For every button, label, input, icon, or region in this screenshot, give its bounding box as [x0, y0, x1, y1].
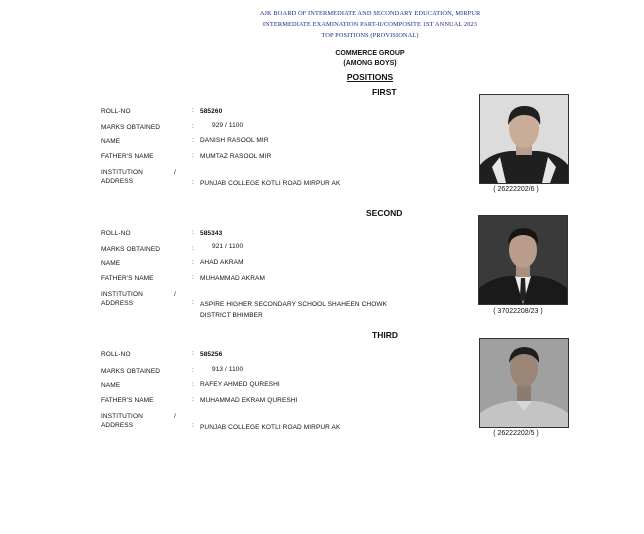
photo-caption: ( 26222202/5 ) [493, 430, 539, 437]
name-value: RAFEY AHMED QURESHI [200, 381, 280, 388]
marks-label: MARKS OBTAINED [101, 124, 161, 131]
name-label: NAME [101, 382, 121, 389]
roll-value: 585343 [200, 230, 223, 237]
colon: : [192, 137, 194, 144]
group-title: COMMERCE GROUP [335, 50, 405, 57]
address-label: ADDRESS [101, 422, 134, 429]
slash: / [174, 413, 176, 420]
person-silhouette-icon [480, 339, 568, 427]
board-title: AJK BOARD OF INTERMEDIATE AND SECONDARY EDUCATION, MIRPUR [259, 10, 481, 17]
institution-label: INSTITUTION [101, 169, 143, 176]
colon: : [192, 229, 194, 236]
father-label: FATHER'S NAME [101, 153, 154, 160]
roll-label: ROLL-NO [101, 108, 131, 115]
roll-value: 585256 [200, 351, 223, 358]
colon: : [192, 274, 194, 281]
marks-value: 921 / 1100 [212, 243, 244, 250]
colon: : [192, 123, 194, 130]
colon: : [192, 152, 194, 159]
name-value: DANISH RASOOL MIR [200, 137, 269, 144]
colon: : [192, 259, 194, 266]
slash: / [174, 291, 176, 298]
institution-value: PUNJAB COLLEGE KOTLI ROAD MIRPUR AK [200, 424, 341, 431]
institution-label: INSTITUTION [101, 413, 143, 420]
list-title: TOP POSITIONS (PROVISIONAL) [321, 32, 419, 39]
father-value: MUHAMMAD EKRAM QURESHI [200, 397, 298, 404]
colon: : [192, 179, 194, 186]
colon: : [192, 350, 194, 357]
rank-second: SECOND [366, 208, 403, 218]
colon: : [192, 367, 194, 374]
roll-label: ROLL-NO [101, 351, 131, 358]
positions-title: POSITIONS [346, 72, 394, 82]
colon: : [192, 422, 194, 429]
address-label: ADDRESS [101, 178, 134, 185]
institution-label: INSTITUTION [101, 291, 143, 298]
institution-value: PUNJAB COLLEGE KOTLI ROAD MIRPUR AK [200, 180, 341, 187]
photo-caption: ( 37022208/23 ) [493, 308, 543, 315]
roll-value: 585260 [200, 108, 223, 115]
photo-caption: ( 26222202/6 ) [493, 186, 539, 193]
group-subtitle: (AMONG BOYS) [343, 60, 397, 67]
student-photo [479, 338, 569, 428]
institution-value-line2: DISTRICT BHIMBER [200, 312, 263, 319]
father-label: FATHER'S NAME [101, 397, 154, 404]
student-photo [479, 94, 569, 184]
colon: : [192, 245, 194, 252]
marks-value: 913 / 1100 [212, 366, 244, 373]
person-silhouette-icon [480, 95, 568, 183]
father-value: MUMTAZ RASOOL MIR [200, 153, 272, 160]
colon: : [192, 299, 194, 306]
address-label: ADDRESS [101, 300, 134, 307]
colon: : [192, 381, 194, 388]
student-photo [478, 215, 568, 305]
name-value: AHAD AKRAM [200, 259, 244, 266]
roll-label: ROLL-NO [101, 230, 131, 237]
institution-value: ASPIRE HIGHER SECONDARY SCHOOL SHAHEEN CHOWK [200, 301, 388, 308]
marks-value: 929 / 1100 [212, 122, 244, 129]
colon: : [192, 396, 194, 403]
rank-first: FIRST [372, 87, 397, 97]
person-silhouette-icon [479, 216, 567, 304]
name-label: NAME [101, 138, 121, 145]
slash: / [174, 169, 176, 176]
rank-third: THIRD [372, 330, 398, 340]
exam-title: INTERMEDIATE EXAMINATION PART-II/COMPOSITE 1ST ANNUAL 2023 [262, 21, 478, 28]
colon: : [192, 107, 194, 114]
marks-label: MARKS OBTAINED [101, 246, 161, 253]
father-value: MUHAMMAD AKRAM [200, 275, 265, 282]
father-label: FATHER'S NAME [101, 275, 154, 282]
marks-label: MARKS OBTAINED [101, 368, 161, 375]
name-label: NAME [101, 260, 121, 267]
